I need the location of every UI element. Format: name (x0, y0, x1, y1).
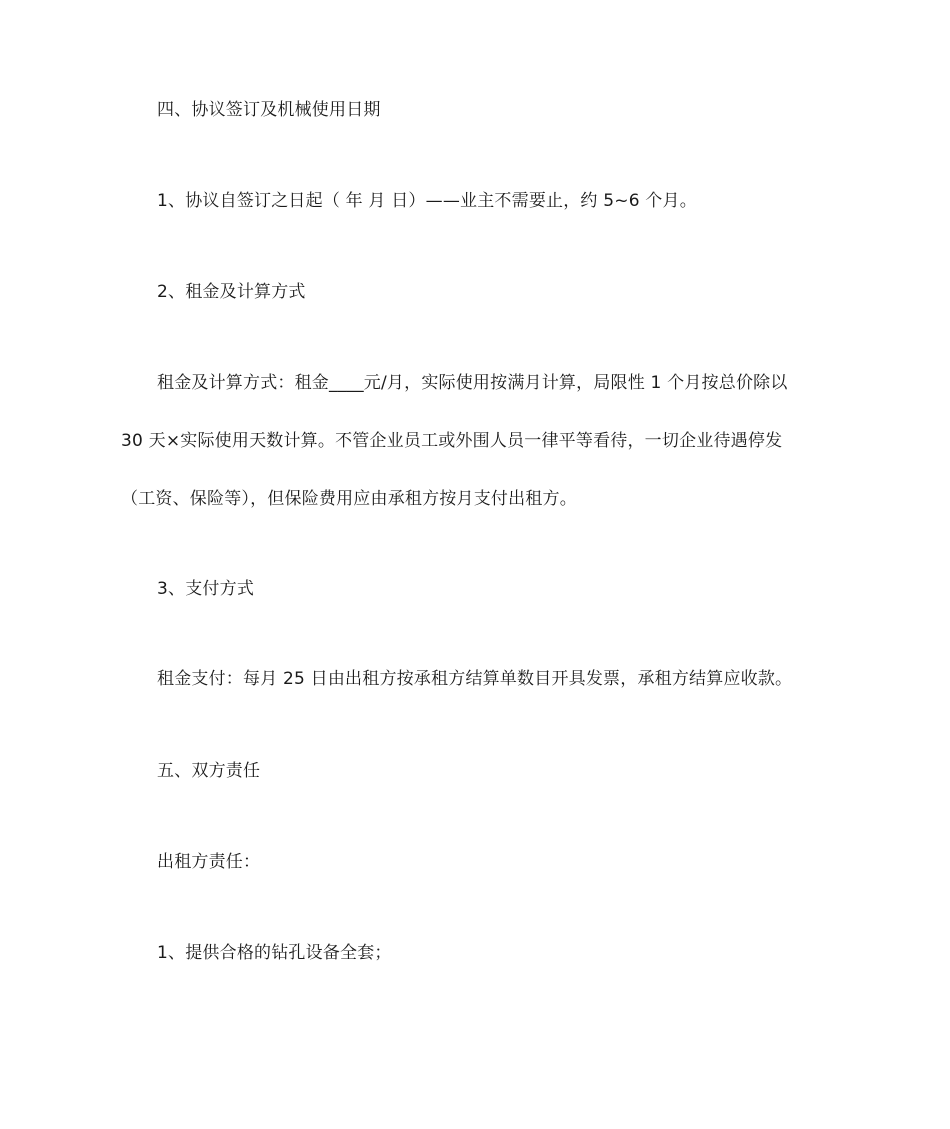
section-heading-responsibilities: 五、双方责任 (157, 761, 261, 781)
section-heading-agreement-dates: 四、协议签订及机械使用日期 (157, 100, 381, 120)
paragraph-rent-line-2: 30 天×实际使用天数计算。不管企业员工或外围人员一律平等看待，一切企业待遇停发 (121, 431, 783, 451)
paragraph-rent-line-3: （工资、保险等），但保险费用应由承租方按月支付出租方。 (121, 489, 577, 509)
subheading-rent-calculation: 2、租金及计算方式 (157, 282, 306, 302)
paragraph-rent-line-1: 租金及计算方式：租金____元/月，实际使用按满月计算，局限性 1 个月按总价除以 (157, 373, 788, 393)
paragraph-agreement-period: 1、协议自签订之日起（ 年 月 日）——业主不需要止，约 5~6 个月。 (157, 191, 697, 211)
list-item-drilling-equipment: 1、提供合格的钻孔设备全套； (157, 943, 392, 963)
subheading-lessor-responsibilities: 出租方责任： (157, 852, 261, 872)
paragraph-rent-payment: 租金支付：每月 25 日由出租方按承租方结算单数目开具发票，承租方结算应收款。 (157, 669, 793, 689)
subheading-payment-method: 3、支付方式 (157, 579, 255, 599)
